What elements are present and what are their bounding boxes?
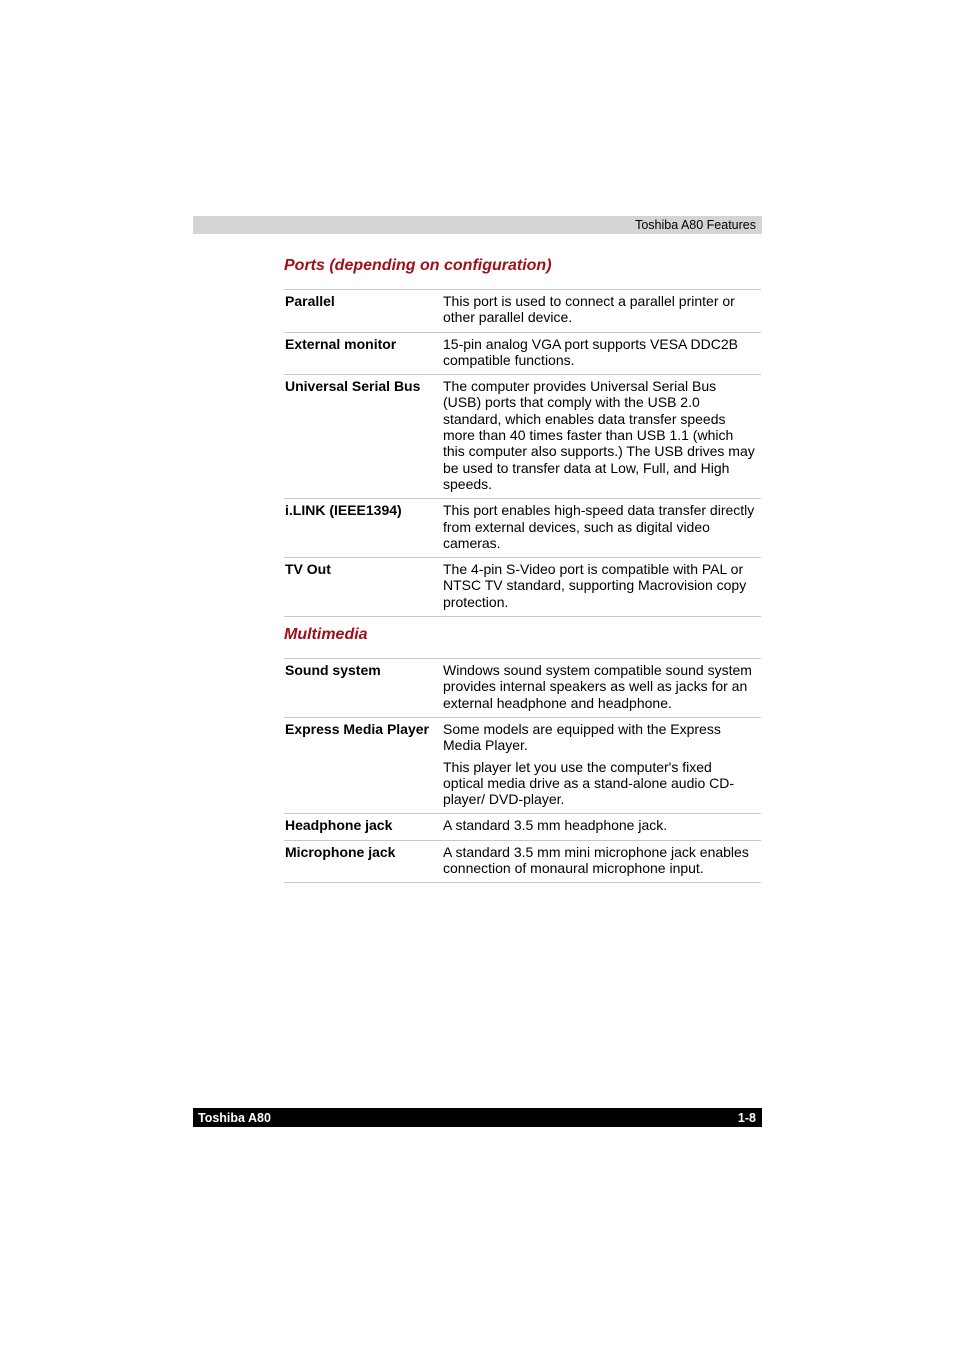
row-term: Sound system: [285, 662, 381, 679]
row-description: [443, 561, 761, 610]
page-number: 1-8: [737, 1111, 756, 1125]
row-term: Universal Serial Bus: [285, 378, 421, 395]
row-description: [443, 817, 761, 833]
header-title: Toshiba A80 Features: [635, 218, 756, 232]
row-description: [443, 662, 761, 711]
description-paragraph: The 4-pin S-Video port is compatible with PAL or NTSC TV standard, supporting Macrovision copy protection.: [443, 561, 747, 610]
section-title-multimedia: Multimedia: [284, 626, 368, 644]
table-row: [284, 814, 761, 840]
row-term: Express Media Player: [285, 720, 429, 737]
row-term: External monitor: [285, 335, 397, 352]
row-description: [443, 721, 761, 807]
description-paragraph: Windows sound system compatible sound system provides internal speakers as well as jacks for an external headphone and headphone.: [443, 662, 752, 711]
description-paragraph: 15-pin analog VGA port supports VESA DDC2B compatible functions.: [443, 335, 738, 368]
description-paragraph: The computer provides Universal Serial Bus (USB) ports that comply with the USB 2.0 standard, which enables data transfer speeds more than 40 times faster than USB 1.1 (which this computer also supports.) The USB drives may be used to transfer data at Low, Full, and High speeds.: [443, 378, 755, 492]
multimedia-table: [284, 658, 761, 883]
row-term: Microphone jack: [285, 843, 396, 860]
row-term: i.LINK (IEEE1394): [285, 502, 402, 519]
row-description: [443, 378, 761, 492]
table-row: [284, 718, 761, 814]
table-row: [284, 499, 761, 558]
running-footer: [193, 1108, 762, 1127]
section-title-ports: Ports (depending on configuration): [284, 257, 552, 274]
description-paragraph: A standard 3.5 mm headphone jack.: [443, 817, 668, 834]
description-paragraph: This port is used to connect a parallel printer or other parallel device.: [443, 293, 735, 326]
row-term: TV Out: [285, 561, 331, 578]
table-row: [284, 375, 761, 499]
description-paragraph: Some models are equipped with the Express Media Player.: [443, 720, 721, 754]
description-paragraph: A standard 3.5 mm mini microphone jack enables connection of monaural microphone input.: [443, 843, 749, 877]
table-row: [284, 558, 761, 617]
page-content: [284, 256, 761, 883]
row-term: Parallel: [285, 293, 335, 309]
row-term: Headphone jack: [285, 817, 393, 834]
table-row: [284, 333, 761, 376]
footer-manual-name: Toshiba A80: [198, 1111, 271, 1125]
description-paragraph: This port enables high-speed data transfer directly from external devices, such as digital video cameras.: [443, 502, 755, 551]
row-description: [443, 293, 761, 326]
table-row: [284, 659, 761, 718]
running-header: [193, 216, 762, 234]
ports-table: [284, 289, 761, 617]
table-row: [284, 841, 761, 884]
description-paragraph: This player let you use the computer's fixed optical media drive as a stand-alone audio CD-player/ DVD-player.: [443, 758, 735, 808]
row-description: [443, 502, 761, 551]
table-row: [284, 290, 761, 333]
row-description: [443, 844, 761, 877]
row-description: [443, 336, 761, 369]
